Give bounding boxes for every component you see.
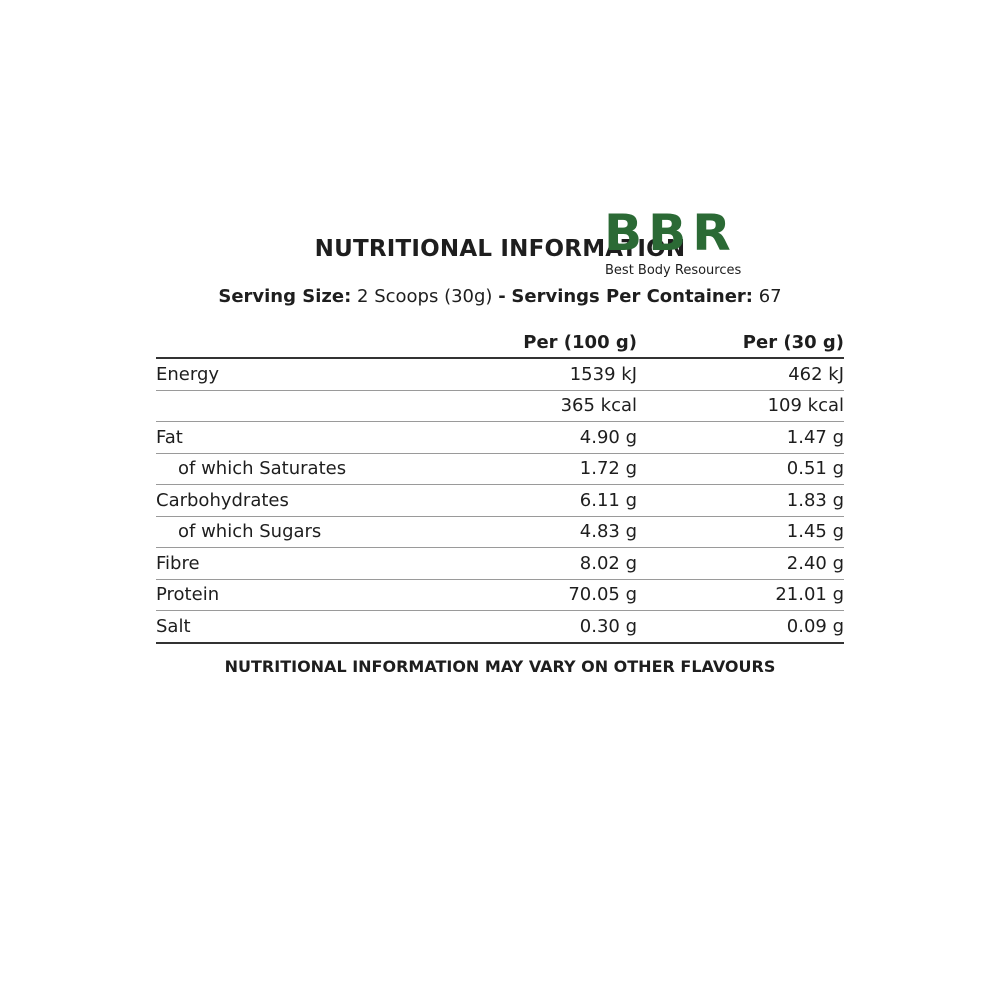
nutrient-name: Carbohydrates bbox=[156, 489, 289, 511]
table-row bbox=[156, 454, 844, 486]
table-header bbox=[156, 328, 844, 359]
per-30g-value: 1.45 g bbox=[786, 521, 844, 543]
per-100g-value: 0.30 g bbox=[579, 615, 637, 637]
table-row bbox=[156, 391, 844, 423]
table-row bbox=[156, 580, 844, 612]
table-row bbox=[156, 517, 844, 549]
serving-separator: - bbox=[498, 286, 506, 307]
per-100g-value: 1.72 g bbox=[579, 458, 637, 480]
per-30g-value: 109 kcal bbox=[767, 395, 844, 417]
per-100g-value: 1539 kJ bbox=[569, 363, 637, 385]
per-100g-value: 6.11 g bbox=[579, 489, 637, 511]
per-30g-value: 1.83 g bbox=[786, 489, 844, 511]
per-100g-value: 4.83 g bbox=[579, 521, 637, 543]
servings-per-container-value: 67 bbox=[758, 286, 782, 307]
per-30g-value: 462 kJ bbox=[788, 363, 844, 385]
nutrition-table bbox=[156, 328, 844, 644]
per-100g-value: 4.90 g bbox=[579, 426, 637, 448]
nutrient-name: Protein bbox=[156, 584, 220, 606]
page-title: NUTRITIONAL INFORMATION bbox=[314, 236, 686, 262]
nutrient-name: Fat bbox=[156, 426, 183, 448]
per-30g-value: 2.40 g bbox=[786, 552, 844, 574]
nutrient-name: of which Saturates bbox=[178, 458, 347, 480]
serving-size-label: Serving Size: bbox=[218, 286, 352, 307]
nutrient-name: Salt bbox=[156, 615, 191, 637]
per-30g-value: 0.51 g bbox=[786, 458, 844, 480]
bbr-logo bbox=[604, 206, 764, 282]
servings-per-container-label: Servings Per Container: bbox=[511, 286, 753, 307]
serving-size-value: 2 Scoops (30g) bbox=[357, 286, 493, 307]
per-100g-value: 70.05 g bbox=[568, 584, 637, 606]
per-30g-value: 0.09 g bbox=[786, 615, 844, 637]
serving-info bbox=[0, 286, 1000, 307]
table-row bbox=[156, 485, 844, 517]
nutrient-name: Fibre bbox=[156, 552, 200, 574]
per-30g-value: 1.47 g bbox=[786, 426, 844, 448]
header-per-100g: Per (100 g) bbox=[523, 332, 637, 353]
logo-letters: BBR bbox=[604, 204, 737, 262]
logo-subtitle: Best Body Resources bbox=[605, 263, 742, 278]
table-row bbox=[156, 359, 844, 391]
per-30g-value: 21.01 g bbox=[775, 584, 844, 606]
per-100g-value: 365 kcal bbox=[560, 395, 637, 417]
table-row bbox=[156, 422, 844, 454]
table-row bbox=[156, 611, 844, 644]
per-100g-value: 8.02 g bbox=[579, 552, 637, 574]
nutrient-name: of which Sugars bbox=[178, 521, 322, 543]
footer-note: NUTRITIONAL INFORMATION MAY VARY ON OTHER FLAVOURS bbox=[224, 657, 776, 676]
header-per-30g: Per (30 g) bbox=[742, 332, 844, 353]
nutrient-name: Energy bbox=[156, 363, 220, 385]
table-row bbox=[156, 548, 844, 580]
